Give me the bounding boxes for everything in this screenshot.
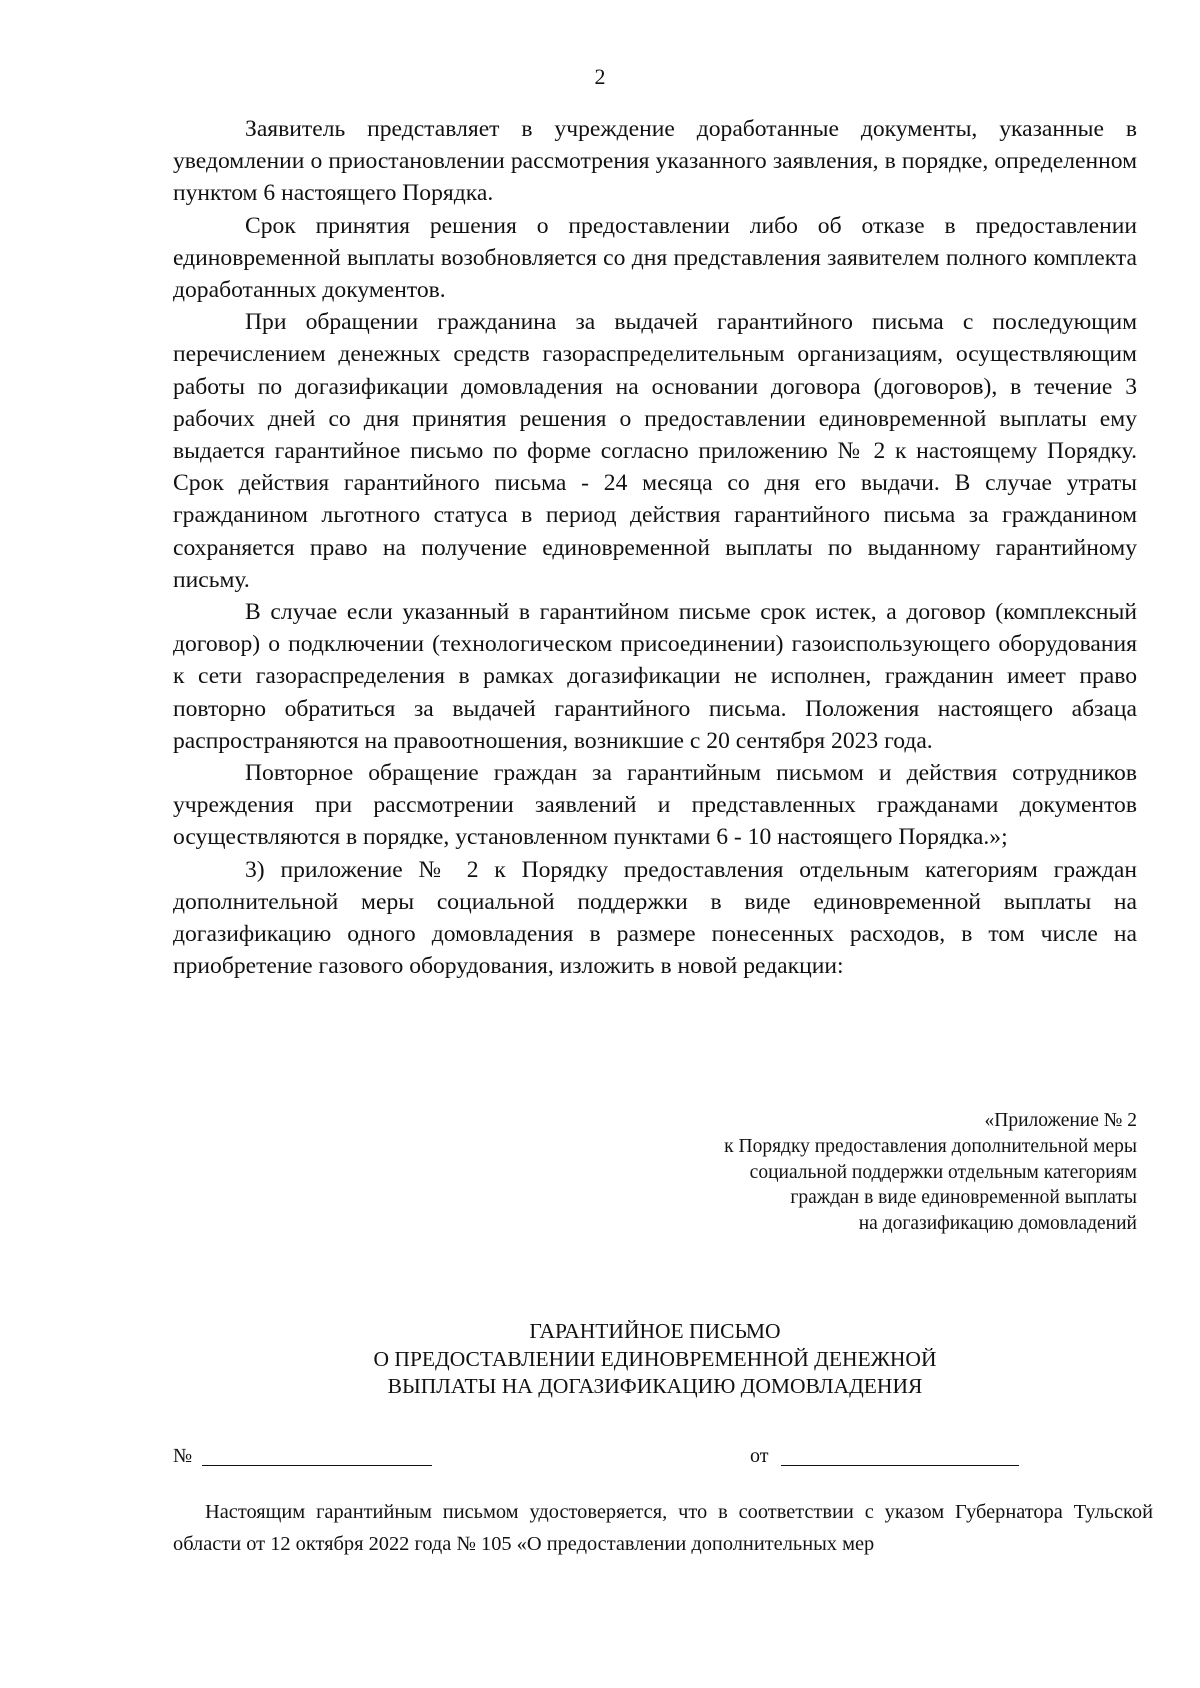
date-blank-line — [781, 1465, 1019, 1466]
paragraph-repeat-request: Повторное обращение граждан за гарантийным письмом и действия сотрудников учреждения при рассмотрении заявлений и представленных гражданами документов осуществляются в порядке, установленном пунктами 6 - 10 настоящего Порядка.»; — [173, 760, 1137, 851]
number-label: № — [173, 1445, 193, 1467]
letter-number-date-row — [173, 1443, 1137, 1473]
letter-body — [173, 1496, 1153, 1560]
paragraph-guarantee-issue: При обращении гражданина за выдачей гарантийного письма с последующим перечислением денежных средств газораспределительным организациям, осуществляющим работы по догазификации домовладения на основании договора (договоров), в течение 3 рабочих дней со дня принятия решения о предоставлении единовременной выплаты ему выдается гарантийное письмо по форме согласно приложению № 2 к настоящему Порядку. Срок действия гарантийного письма - 24 месяца со дня его выдачи. В случае утраты гражданином льготного статуса в период действия гарантийного письма за гражданином сохраняется право на получение единовременной выплаты по выданному гарантийному письму. — [173, 309, 1137, 593]
letter-body-text: Настоящим гарантийным письмом удостоверяется, что в соответствии с указом Губернатора Тульской области от 12 октября 2022 года № 105 «О предоставлении дополнительных мер — [173, 1501, 1153, 1555]
paragraph-amendment-3: 3) приложение № 2 к Порядку предоставления отдельным категориям граждан дополнительной меры социальной поддержки в виде единовременной выплаты на догазификацию одного домовладения в размере понесенных расходов, в том числе на приобретение газового оборудования, изложить в новой редакции: — [173, 856, 1137, 980]
paragraph-resubmission: Заявитель представляет в учреждение доработанные документы, указанные в уведомлении о приостановлении рассмотрения указанного заявления, в порядке, определенном пунктом 6 настоящего Порядка. — [173, 116, 1137, 207]
paragraph-expired-term: В случае если указанный в гарантийном письме срок истек, а договор (комплексный договор) о подключении (технологическом присоединении) газоиспользующего оборудования к сети газораспределения в рамках догазификации не исполнен, гражданин имеет право повторно обратиться за выдачей гарантийного письма. Положения настоящего абзаца распространяются на правоотношения, возникшие с 20 сентября 2023 года. — [173, 599, 1137, 754]
date-label: от — [750, 1445, 769, 1467]
letter-title-line: О ПРЕДОСТАВЛЕНИИ ЕДИНОВРЕМЕННОЙ ДЕНЕЖНОЙ — [373, 1346, 937, 1371]
appendix-note-line: к Порядку предоставления дополнительной меры — [724, 1135, 1137, 1157]
appendix-note — [724, 1108, 1137, 1237]
paragraph-decision-term: Срок принятия решения о предоставлении либо об отказе в предоставлении единовременной выплаты возобновляется со дня представления заявителем полного комплекта доработанных документов. — [173, 212, 1137, 304]
letter-title-line: ГАРАНТИЙНОЕ ПИСЬМО — [529, 1319, 781, 1343]
letter-title — [173, 1318, 1137, 1401]
appendix-note-line: граждан в виде единовременной выплаты — [790, 1187, 1137, 1209]
number-blank-line — [202, 1465, 432, 1466]
appendix-note-line: «Приложение № 2 — [984, 1110, 1137, 1131]
letter-title-line: ВЫПЛАТЫ НА ДОГАЗИФИКАЦИЮ ДОМОВЛАДЕНИЯ — [387, 1374, 923, 1398]
appendix-note-line: социальной поддержки отдельным категориям — [749, 1161, 1137, 1183]
page-number: 2 — [594, 64, 606, 89]
appendix-note-line: на догазификацию домовладений — [858, 1213, 1137, 1235]
main-text — [173, 113, 1137, 982]
